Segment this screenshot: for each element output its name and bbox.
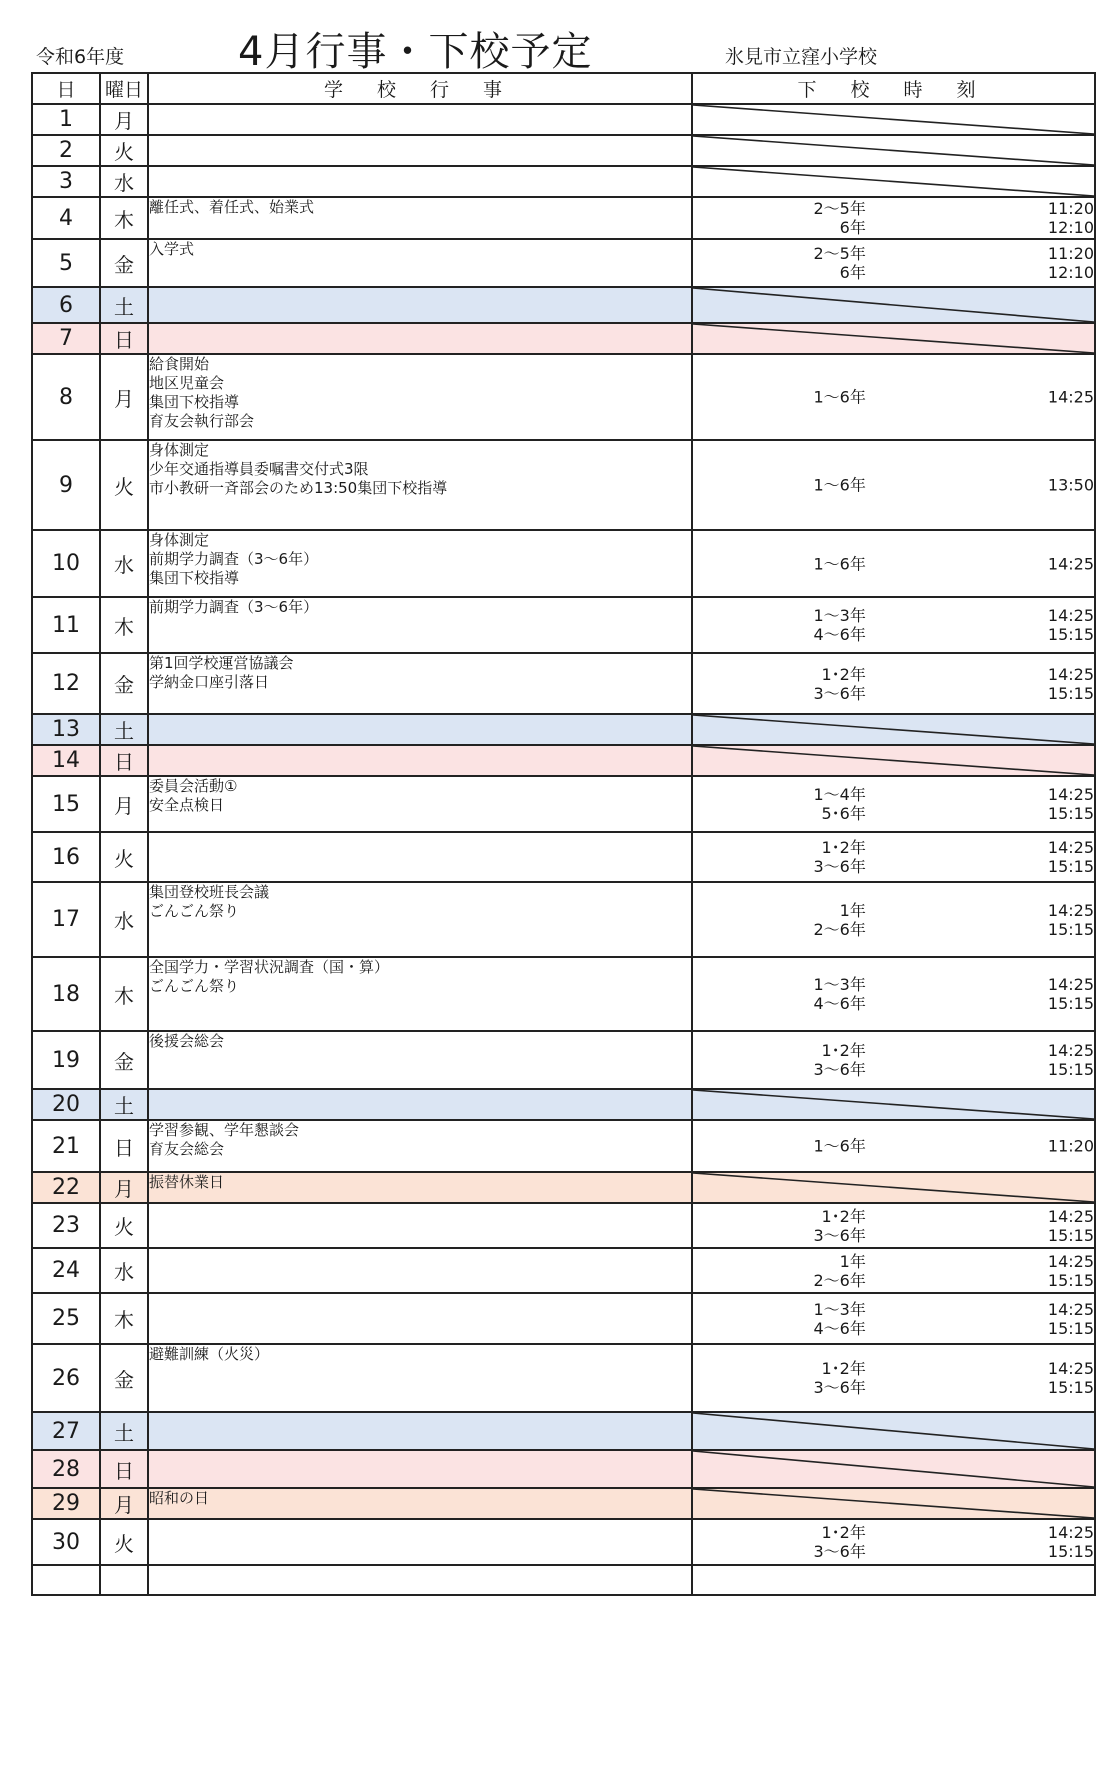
table-row (32, 1565, 1095, 1595)
events-cell: 離任式、着任式、始業式 (148, 197, 692, 239)
grade-group: 1･2年 (821, 664, 866, 684)
dismissal-cell (692, 530, 1095, 597)
dismissal-entries (693, 1523, 1094, 1561)
dismissal-cell (692, 597, 1095, 653)
day-cell: 29 (32, 1488, 100, 1519)
dismissal-cell (692, 1031, 1095, 1089)
weekday-cell (100, 1565, 148, 1595)
time-column (866, 388, 1094, 407)
grade-group: 1～6年 (813, 1136, 866, 1156)
events-cell (148, 135, 692, 166)
dismissal-cell (692, 354, 1095, 440)
events-cell: 前期学力調査（3～6年） (148, 597, 692, 653)
events-cell: 振替休業日 (148, 1172, 692, 1203)
events-cell: 委員会活動① 安全点検日 (148, 776, 692, 832)
no-dismissal-slash (693, 136, 1094, 165)
table-row (32, 354, 1095, 440)
day-cell: 18 (32, 957, 100, 1031)
weekday-cell: 金 (100, 239, 148, 287)
grade-group: 1･2年 (821, 1206, 866, 1226)
weekday-cell: 土 (100, 714, 148, 745)
table-row (32, 1450, 1095, 1488)
day-cell: 14 (32, 745, 100, 776)
grade-group: 4～6年 (813, 625, 866, 644)
no-dismissal-slash (693, 1489, 1094, 1518)
table-row (32, 882, 1095, 957)
table-row (32, 530, 1095, 597)
weekday-cell: 日 (100, 323, 148, 354)
time-column (866, 476, 1094, 495)
day-cell: 24 (32, 1248, 100, 1293)
grade-group: 1年 (839, 1251, 866, 1271)
day-cell: 28 (32, 1450, 100, 1488)
grade-group: 6年 (839, 218, 866, 237)
no-dismissal-slash (693, 105, 1094, 134)
dismissal-cell (692, 1450, 1095, 1488)
weekday-cell: 火 (100, 440, 148, 530)
time-column (866, 785, 1094, 823)
dismissal-entries (693, 838, 1094, 876)
table-row (32, 653, 1095, 714)
dismissal-entries (693, 554, 1094, 573)
page-title: 4月行事・下校予定 (238, 29, 593, 75)
no-dismissal-slash (693, 1413, 1094, 1449)
table-row (32, 1519, 1095, 1565)
weekday-cell: 日 (100, 745, 148, 776)
grade-group: 1～3年 (813, 1299, 866, 1319)
events-cell (148, 323, 692, 354)
dismissal-cell (692, 714, 1095, 745)
events-column-header: 学 校 行 事 (148, 73, 692, 104)
dismissal-cell (692, 832, 1095, 882)
table-row (32, 1203, 1095, 1248)
grade-group: 4～6年 (813, 1318, 866, 1338)
events-cell (148, 745, 692, 776)
dismissal-cell (692, 287, 1095, 323)
events-cell (148, 166, 692, 197)
day-cell: 25 (32, 1293, 100, 1344)
grade-group: 1年 (839, 900, 866, 920)
dismissal-time: 15:15 (1047, 919, 1094, 939)
grade-column (693, 244, 866, 282)
events-cell: 全国学力・学習状況調査（国・算） ごんごん祭り (148, 957, 692, 1031)
table-row (32, 135, 1095, 166)
grade-group: 5･6年 (821, 804, 866, 823)
dismissal-time: 14:25 (1047, 900, 1094, 920)
grade-group: 3～6年 (813, 1225, 866, 1245)
dismissal-time: 14:25 (1047, 554, 1094, 573)
grade-column (693, 785, 866, 823)
day-cell: 6 (32, 287, 100, 323)
dismissal-time: 14:25 (1047, 1523, 1094, 1542)
grade-column (693, 1300, 866, 1338)
table-row (32, 745, 1095, 776)
day-cell: 8 (32, 354, 100, 440)
dismissal-time: 14:25 (1047, 1359, 1094, 1378)
dismissal-time: 11:20 (1047, 1136, 1094, 1156)
dismissal-time: 13:50 (1047, 475, 1094, 495)
table-row (32, 323, 1095, 354)
dismissal-time: 15:15 (1047, 1225, 1094, 1245)
no-dismissal-slash (693, 746, 1094, 775)
grade-column (693, 665, 866, 703)
grade-group: 1･2年 (821, 1359, 866, 1378)
fiscal-year-label: 令和6年度 (36, 46, 125, 68)
weekday-cell: 土 (100, 1089, 148, 1120)
dismissal-entries (693, 1137, 1094, 1156)
weekday-cell: 月 (100, 1172, 148, 1203)
events-cell (148, 1203, 692, 1248)
dismissal-time: 14:25 (1047, 838, 1094, 857)
grade-column (693, 838, 866, 876)
grade-column (693, 606, 866, 644)
day-cell: 16 (32, 832, 100, 882)
schedule-table (31, 72, 1096, 1596)
time-column (866, 1041, 1094, 1079)
events-cell: 昭和の日 (148, 1488, 692, 1519)
grade-column (693, 554, 866, 573)
table-row (32, 1344, 1095, 1412)
dismissal-cell (692, 135, 1095, 166)
table-row (32, 1488, 1095, 1519)
events-cell (148, 714, 692, 745)
dismissal-time: 14:25 (1047, 1299, 1094, 1319)
day-cell: 7 (32, 323, 100, 354)
weekday-cell: 木 (100, 1293, 148, 1344)
weekday-cell: 火 (100, 1519, 148, 1565)
time-column (866, 975, 1094, 1013)
grade-column (693, 1207, 866, 1245)
day-cell: 20 (32, 1089, 100, 1120)
dismissal-time: 15:15 (1047, 1060, 1094, 1079)
no-dismissal-slash (693, 1090, 1094, 1119)
events-cell: 避難訓練（火災） (148, 1344, 692, 1412)
events-cell: 後援会総会 (148, 1031, 692, 1089)
dismissal-time: 15:15 (1047, 1318, 1094, 1338)
dismissal-cell (692, 1293, 1095, 1344)
day-cell: 2 (32, 135, 100, 166)
grade-group: 1･2年 (821, 1523, 866, 1542)
dismissal-time: 14:25 (1047, 1251, 1094, 1271)
dismissal-cell (692, 1120, 1095, 1172)
dismissal-time: 15:15 (1047, 683, 1094, 703)
weekday-cell: 金 (100, 1344, 148, 1412)
day-cell: 17 (32, 882, 100, 957)
weekday-cell: 火 (100, 832, 148, 882)
table-row (32, 1120, 1095, 1172)
dismissal-cell (692, 776, 1095, 832)
dismissal-entries (693, 476, 1094, 495)
events-cell (148, 1293, 692, 1344)
dismissal-cell (692, 239, 1095, 287)
dismissal-entries (693, 901, 1094, 939)
events-cell (148, 1412, 692, 1450)
day-cell: 11 (32, 597, 100, 653)
dismissal-time: 15:15 (1047, 804, 1094, 823)
grade-group: 1･2年 (821, 838, 866, 857)
weekday-column-header: 曜日 (100, 73, 148, 104)
dismissal-time: 15:15 (1047, 1270, 1094, 1290)
table-row (32, 287, 1095, 323)
events-cell: 第1回学校運営協議会 学納金口座引落日 (148, 653, 692, 714)
table-row (32, 440, 1095, 530)
dismissal-time: 14:25 (1047, 975, 1094, 994)
dismissal-time: 11:20 (1047, 244, 1094, 263)
grade-column (693, 975, 866, 1013)
day-cell: 22 (32, 1172, 100, 1203)
weekday-cell: 月 (100, 104, 148, 135)
dismissal-time: 14:25 (1047, 606, 1094, 625)
dismissal-time: 14:25 (1047, 785, 1094, 804)
events-cell (148, 1519, 692, 1565)
dismissal-time: 14:25 (1047, 1206, 1094, 1226)
table-row (32, 776, 1095, 832)
events-cell (148, 104, 692, 135)
day-column-header: 日 (32, 73, 100, 104)
weekday-cell: 金 (100, 1031, 148, 1089)
dismissal-entries (693, 1207, 1094, 1245)
grade-group: 1～6年 (813, 475, 866, 495)
table-row (32, 832, 1095, 882)
dismissal-cell (692, 1248, 1095, 1293)
no-dismissal-slash (693, 288, 1094, 322)
dismissal-entries (693, 1252, 1094, 1290)
weekday-cell: 金 (100, 653, 148, 714)
time-column (866, 1137, 1094, 1156)
events-cell (148, 1565, 692, 1595)
day-cell (32, 1565, 100, 1595)
day-cell: 19 (32, 1031, 100, 1089)
events-cell (148, 1089, 692, 1120)
grade-column (693, 1523, 866, 1561)
time-column (866, 606, 1094, 644)
dismissal-entries (693, 199, 1094, 237)
dismissal-cell (692, 1565, 1095, 1595)
dismissal-time: 14:25 (1047, 664, 1094, 684)
dismissal-time: 15:15 (1047, 1378, 1094, 1397)
school-name: 氷見市立窪小学校 (725, 46, 878, 68)
grade-group: 2～6年 (813, 1270, 866, 1290)
day-cell: 9 (32, 440, 100, 530)
time-column (866, 665, 1094, 703)
table-row (32, 197, 1095, 239)
events-cell (148, 832, 692, 882)
weekday-cell: 火 (100, 1203, 148, 1248)
table-row (32, 1412, 1095, 1450)
events-cell: 集団登校班長会議 ごんごん祭り (148, 882, 692, 957)
weekday-cell: 月 (100, 1488, 148, 1519)
dismissal-cell (692, 197, 1095, 239)
grade-group: 3～6年 (813, 1378, 866, 1397)
schedule-body (32, 104, 1095, 1595)
table-row (32, 957, 1095, 1031)
day-cell: 10 (32, 530, 100, 597)
weekday-cell: 木 (100, 197, 148, 239)
weekday-cell: 水 (100, 1248, 148, 1293)
dismissal-cell (692, 653, 1095, 714)
table-row (32, 104, 1095, 135)
grade-group: 6年 (839, 263, 866, 282)
grade-group: 2～5年 (813, 199, 866, 218)
grade-group: 3～6年 (813, 857, 866, 876)
table-row (32, 1089, 1095, 1120)
grade-group: 2～5年 (813, 244, 866, 263)
dismissal-entries (693, 1300, 1094, 1338)
no-dismissal-slash (693, 1451, 1094, 1487)
time-column (866, 244, 1094, 282)
table-row (32, 1172, 1095, 1203)
day-cell: 13 (32, 714, 100, 745)
time-column (866, 901, 1094, 939)
day-cell: 27 (32, 1412, 100, 1450)
table-row (32, 166, 1095, 197)
dismissal-cell (692, 166, 1095, 197)
dismissal-cell (692, 1519, 1095, 1565)
dismissal-cell (692, 1089, 1095, 1120)
grade-group: 3～6年 (813, 1542, 866, 1561)
day-cell: 30 (32, 1519, 100, 1565)
dismissal-time: 14:25 (1047, 1041, 1094, 1060)
time-column (866, 1300, 1094, 1338)
dismissal-cell (692, 1412, 1095, 1450)
day-cell: 15 (32, 776, 100, 832)
weekday-cell: 火 (100, 135, 148, 166)
dismissal-cell (692, 440, 1095, 530)
day-cell: 23 (32, 1203, 100, 1248)
weekday-cell: 水 (100, 166, 148, 197)
day-cell: 5 (32, 239, 100, 287)
day-cell: 26 (32, 1344, 100, 1412)
dismissal-time: 15:15 (1047, 994, 1094, 1013)
time-column (866, 554, 1094, 573)
grade-group: 1～3年 (813, 975, 866, 994)
dismissal-time: 14:25 (1047, 387, 1094, 407)
dismissal-time: 11:20 (1047, 199, 1094, 218)
events-cell: 身体測定 少年交通指導員委嘱書交付式3限 市小教研一斉部会のため13:50集団下校指導 (148, 440, 692, 530)
weekday-cell: 水 (100, 882, 148, 957)
table-row (32, 597, 1095, 653)
no-dismissal-slash (693, 324, 1094, 353)
weekday-cell: 木 (100, 597, 148, 653)
time-column (866, 1252, 1094, 1290)
grade-column (693, 901, 866, 939)
table-row (32, 1031, 1095, 1089)
time-column (866, 1207, 1094, 1245)
weekday-cell: 日 (100, 1120, 148, 1172)
dismissal-column-header: 下 校 時 刻 (692, 73, 1095, 104)
grade-group: 1･2年 (821, 1041, 866, 1060)
dismissal-time: 12:10 (1047, 218, 1094, 237)
grade-column (693, 1359, 866, 1397)
dismissal-time: 15:15 (1047, 857, 1094, 876)
weekday-cell: 日 (100, 1450, 148, 1488)
dismissal-entries (693, 388, 1094, 407)
grade-group: 1～6年 (813, 387, 866, 407)
dismissal-cell (692, 1172, 1095, 1203)
weekday-cell: 土 (100, 1412, 148, 1450)
day-cell: 21 (32, 1120, 100, 1172)
table-row (32, 1248, 1095, 1293)
time-column (866, 1523, 1094, 1561)
day-cell: 12 (32, 653, 100, 714)
grade-group: 3～6年 (813, 683, 866, 703)
dismissal-time: 12:10 (1047, 263, 1094, 282)
dismissal-cell (692, 323, 1095, 354)
grade-group: 2～6年 (813, 919, 866, 939)
table-row (32, 239, 1095, 287)
dismissal-entries (693, 606, 1094, 644)
weekday-cell: 水 (100, 530, 148, 597)
dismissal-entries (693, 1359, 1094, 1397)
events-cell: 給食開始 地区児童会 集団下校指導 育友会執行部会 (148, 354, 692, 440)
grade-column (693, 1041, 866, 1079)
grade-group: 4～6年 (813, 994, 866, 1013)
grade-column (693, 388, 866, 407)
weekday-cell: 土 (100, 287, 148, 323)
weekday-cell: 月 (100, 354, 148, 440)
grade-column (693, 1252, 866, 1290)
events-cell: 入学式 (148, 239, 692, 287)
dismissal-cell (692, 1488, 1095, 1519)
dismissal-entries (693, 975, 1094, 1013)
no-dismissal-slash (693, 167, 1094, 196)
dismissal-cell (692, 882, 1095, 957)
events-cell: 学習参観、学年懇談会 育友会総会 (148, 1120, 692, 1172)
table-row (32, 714, 1095, 745)
dismissal-entries (693, 665, 1094, 703)
dismissal-cell (692, 745, 1095, 776)
grade-column (693, 1137, 866, 1156)
dismissal-cell (692, 1344, 1095, 1412)
dismissal-cell (692, 104, 1095, 135)
weekday-cell: 月 (100, 776, 148, 832)
dismissal-entries (693, 1041, 1094, 1079)
dismissal-time: 15:15 (1047, 1542, 1094, 1561)
grade-column (693, 476, 866, 495)
dismissal-cell (692, 957, 1095, 1031)
grade-group: 1～3年 (813, 606, 866, 625)
header-row (32, 73, 1095, 104)
table-row (32, 1293, 1095, 1344)
dismissal-entries (693, 244, 1094, 282)
weekday-cell: 木 (100, 957, 148, 1031)
no-dismissal-slash (693, 1173, 1094, 1202)
time-column (866, 1359, 1094, 1397)
dismissal-entries (693, 785, 1094, 823)
events-cell (148, 287, 692, 323)
dismissal-time: 15:15 (1047, 625, 1094, 644)
time-column (866, 199, 1094, 237)
time-column (866, 838, 1094, 876)
no-dismissal-slash (693, 715, 1094, 744)
events-cell (148, 1248, 692, 1293)
events-cell: 身体測定 前期学力調査（3～6年） 集団下校指導 (148, 530, 692, 597)
day-cell: 4 (32, 197, 100, 239)
grade-group: 1～4年 (813, 785, 866, 804)
grade-group: 3～6年 (813, 1060, 866, 1079)
dismissal-cell (692, 1203, 1095, 1248)
events-cell (148, 1450, 692, 1488)
grade-group: 1～6年 (813, 554, 866, 573)
day-cell: 3 (32, 166, 100, 197)
day-cell: 1 (32, 104, 100, 135)
grade-column (693, 199, 866, 237)
